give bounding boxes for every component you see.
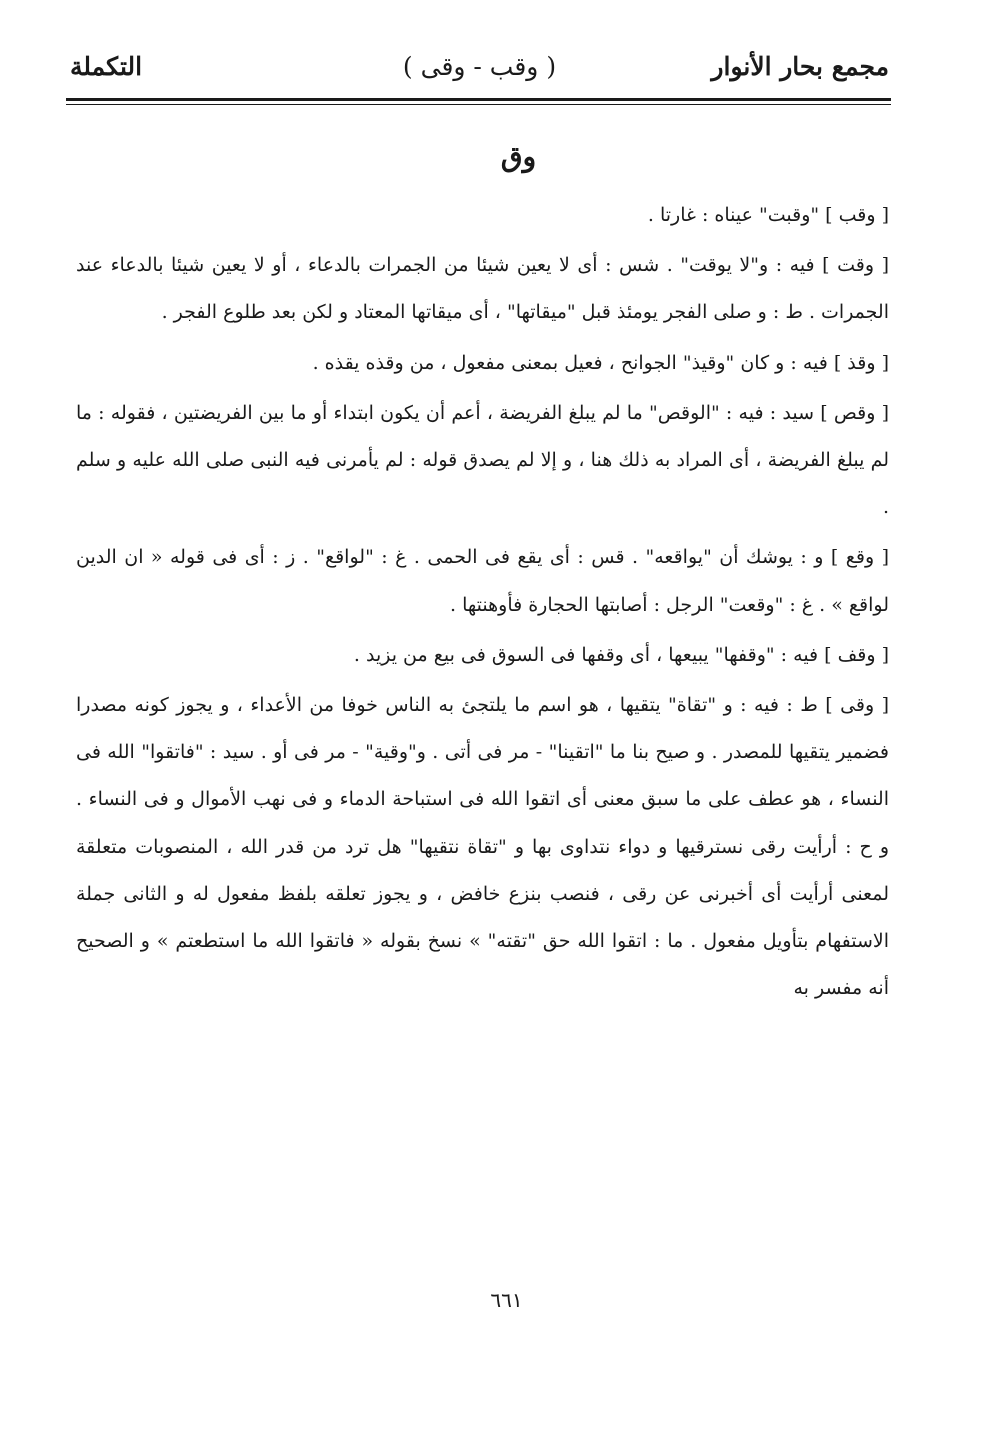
running-header xyxy=(70,46,889,96)
body-text xyxy=(76,192,889,1012)
entry-paragraph: [ وقص ] سيد : فيه : "الوقص" ما لم يبلغ الفريضة ، أعم أن يكون ابتداء أو ما بين الفريضتين ، فقوله : ما لم يبلغ الفريضة ، أى المراد به ذلك هنا ، و إلا لم يصدق قوله : لم يأمرنى فيه النبى صلى الله عليه و سلم . xyxy=(76,401,889,519)
entry-paragraph: [ وقت ] فيه : و"لا يوقت" . شس : أى لا يعين شيئا من الجمرات بالدعاء ، أو لا يعين شيئا بالدعاء عند الجمرات . ط : و صلى الفجر يومئذ قبل "ميقاتها" ، أى ميقاتها المعتاد و لكن بعد طلوع الفجر . xyxy=(76,254,889,324)
entry-paragraph: [ وقذ ] فيه : و كان "وقيذ" الجوانح ، فعيل بمعنى مفعول ، من وقذه يقذه . xyxy=(312,351,889,374)
entry-paragraph: [ وقع ] و : يوشك أن "يواقعه" . قس : أى يقع فى الحمى . غ : "لواقع" . ز : أى فى قوله « ان الدين لواقع » . غ : "وقعت" الرجل : أصابتها الحجارة فأوهنتها . xyxy=(76,546,889,616)
entry-paragraph: [ وقى ] ط : فيه : و "تقاة" يتقيها ، هو اسم ما يلتجئ به الناس خوفا من الأعداء ، و يجوز كونه مصدرا فضمير يتقيها للمصدر . و صيح بنا ما "اتقينا" - مر فى أتى . و"وقية" - مر فى أو . سيد : "فاتقوا" الله فى النساء ، هو عطف على ما سبق معنى أى اتقوا الله فى استباحة الدماء و فى نهب الأموال و فى النساء . و ح : أرأيت رقى نسترقيها و دواء نتداوى بها و "تقاة نتقيها" هل ترد من قدر الله ، المنصوبات متعلقة لمعنى أرأيت أى أخبرنى عن رقى ، فنصب بنزع خافض ، و يجوز تعلقه بلفظ مفعول له و الثانى جملة الاستفهام بتأويل مفعول . ما : اتقوا الله حق "تقته" » نسخ بقوله « فاتقوا الله ما استطعتم » و الصحيح أنه مفسر به xyxy=(76,694,889,1000)
header-rule-thick xyxy=(66,98,891,101)
entry-paragraph: [ وقب ] "وقبت" عيناه : غارتا . xyxy=(647,204,889,226)
section-title: وق xyxy=(500,140,537,173)
entry-range: ( وقب - وقى ) xyxy=(402,52,557,81)
page-number: ٦٦١ xyxy=(490,1288,523,1312)
book-title: مجمع بحار الأنوار xyxy=(711,52,889,81)
section-label: التكملة xyxy=(70,52,143,81)
header-rule-thin xyxy=(66,104,891,105)
entry-paragraph: [ وقف ] فيه : "وقفها" يبيعها ، أى وقفها فى السوق فى بيع من يزيد . xyxy=(353,643,889,666)
